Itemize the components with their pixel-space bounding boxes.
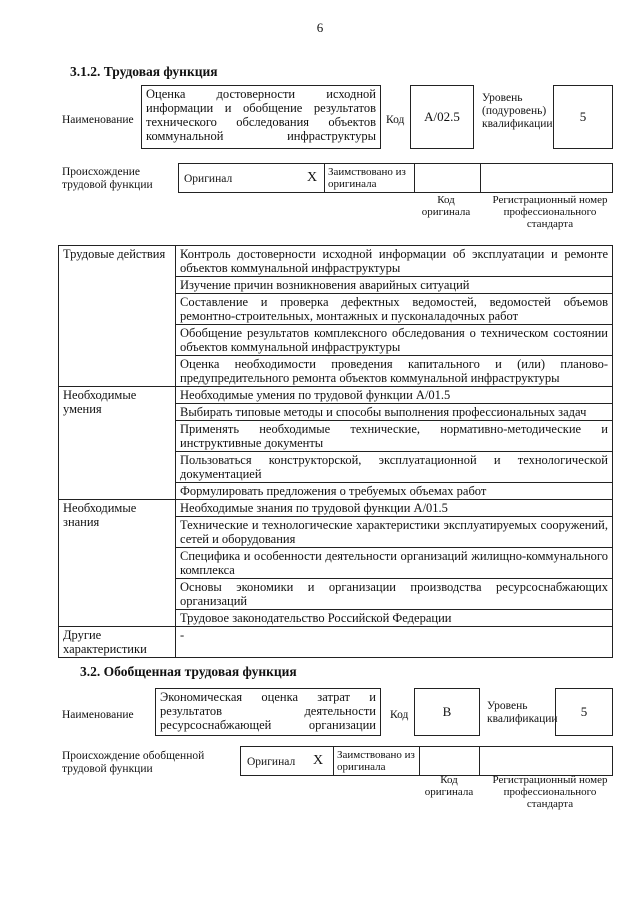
origin-label: Происхождение обобщенной трудовой функции xyxy=(62,750,205,775)
table-cell: Применять необходимые технические, нормативно-методические и инструктивные документы xyxy=(176,421,613,452)
table-cell: Специфика и особенности деятельности организаций жилищно-коммунального комплекса xyxy=(176,548,613,579)
table-row xyxy=(59,246,613,277)
table-cell: Необходимые знания по трудовой функции А/01.5 xyxy=(176,500,613,517)
code-value: А/02.5 xyxy=(410,85,474,149)
table-cell: - xyxy=(176,627,613,658)
original-mark: X xyxy=(307,170,318,185)
divider xyxy=(479,747,480,775)
code-original-caption: Код оригинала xyxy=(424,774,474,798)
category-cell: Другие характеристики xyxy=(59,627,176,658)
original-cell xyxy=(241,747,334,775)
section-heading-3-2: 3.2. Обобщенная трудовая функция xyxy=(80,664,297,679)
category-cell: Необходимые знания xyxy=(59,500,176,627)
borrowed-label: Заимствовано из оригинала xyxy=(328,166,406,190)
table-cell: Изучение причин возникновения аварийных ситуаций xyxy=(176,277,613,294)
level-value: 5 xyxy=(555,688,613,736)
original-label: Оригинал xyxy=(184,173,233,185)
origin-label: Происхождение трудовой функции xyxy=(62,166,153,191)
table-cell: Технические и технологические характеристики эксплуатируемых сооружений, сетей и оборудования xyxy=(176,517,613,548)
origin-table xyxy=(178,163,613,193)
table-row xyxy=(59,500,613,517)
category-cell: Трудовые действия xyxy=(59,246,176,387)
code-label: Код xyxy=(390,709,409,721)
name-label: Наименование xyxy=(62,709,134,721)
table-cell: Пользоваться конструкторской, эксплуатационной и технологической документацией xyxy=(176,452,613,483)
original-mark: X xyxy=(313,753,324,768)
level-value: 5 xyxy=(553,85,613,149)
table-cell: Оценка необходимости проведения капитального и (или) планово-предупредительного ремонта объектов коммунальной инфраструктуры xyxy=(176,356,613,387)
page-number: 6 xyxy=(316,20,324,35)
divider xyxy=(419,747,420,775)
code-original-caption: Код оригинала xyxy=(421,194,471,218)
table-row xyxy=(59,627,613,658)
table-cell: Контроль достоверности исходной информации об эксплуатации и ремонте объектов коммунальной инфраструктуры xyxy=(176,246,613,277)
original-label: Оригинал xyxy=(247,756,296,768)
table-cell: Выбирать типовые методы и способы выполнения профессиональных задач xyxy=(176,404,613,421)
table-cell: Основы экономики и организации производства ресурсоснабжающих организаций xyxy=(176,579,613,610)
generalized-function-name-box: Экономическая оценка затрат и результатов деятельности ресурсоснабжающей организации xyxy=(155,688,381,736)
table-cell: Обобщение результатов комплексного обследования о техническом состоянии объектов коммунальной инфраструктуры xyxy=(176,325,613,356)
code-value: В xyxy=(414,688,480,736)
function-name-box: Оценка достоверности исходной информации и обобщение результатов технического обследования объектов коммунальной инфраструктуры xyxy=(141,85,381,149)
table-cell: Формулировать предложения о требуемых объемах работ xyxy=(176,483,613,500)
table-cell: Трудовое законодательство Российской Федерации xyxy=(176,610,613,627)
divider xyxy=(414,164,415,192)
table-cell: Необходимые умения по трудовой функции А/01.5 xyxy=(176,387,613,404)
requirements-table xyxy=(58,245,613,658)
table-row xyxy=(59,387,613,404)
origin-table xyxy=(240,746,613,776)
borrowed-label: Заимствовано из оригинала xyxy=(337,749,415,773)
level-label: Уровень квалификации xyxy=(487,700,558,725)
original-cell xyxy=(179,164,325,192)
reg-number-caption: Регистрационный номер профессионального стандарта xyxy=(492,774,608,810)
level-label: Уровень (подуровень) квалификации xyxy=(482,92,553,130)
divider xyxy=(480,164,481,192)
section-heading-3-1-2: 3.1.2. Трудовая функция xyxy=(70,64,218,79)
name-label: Наименование xyxy=(62,114,134,126)
code-label: Код xyxy=(386,114,405,126)
category-cell: Необходимые умения xyxy=(59,387,176,500)
table-cell: Составление и проверка дефектных ведомостей, ведомостей объемов ремонтно-строительных, монтажных и пусконаладочных работ xyxy=(176,294,613,325)
reg-number-caption: Регистрационный номер профессионального стандарта xyxy=(492,194,608,230)
